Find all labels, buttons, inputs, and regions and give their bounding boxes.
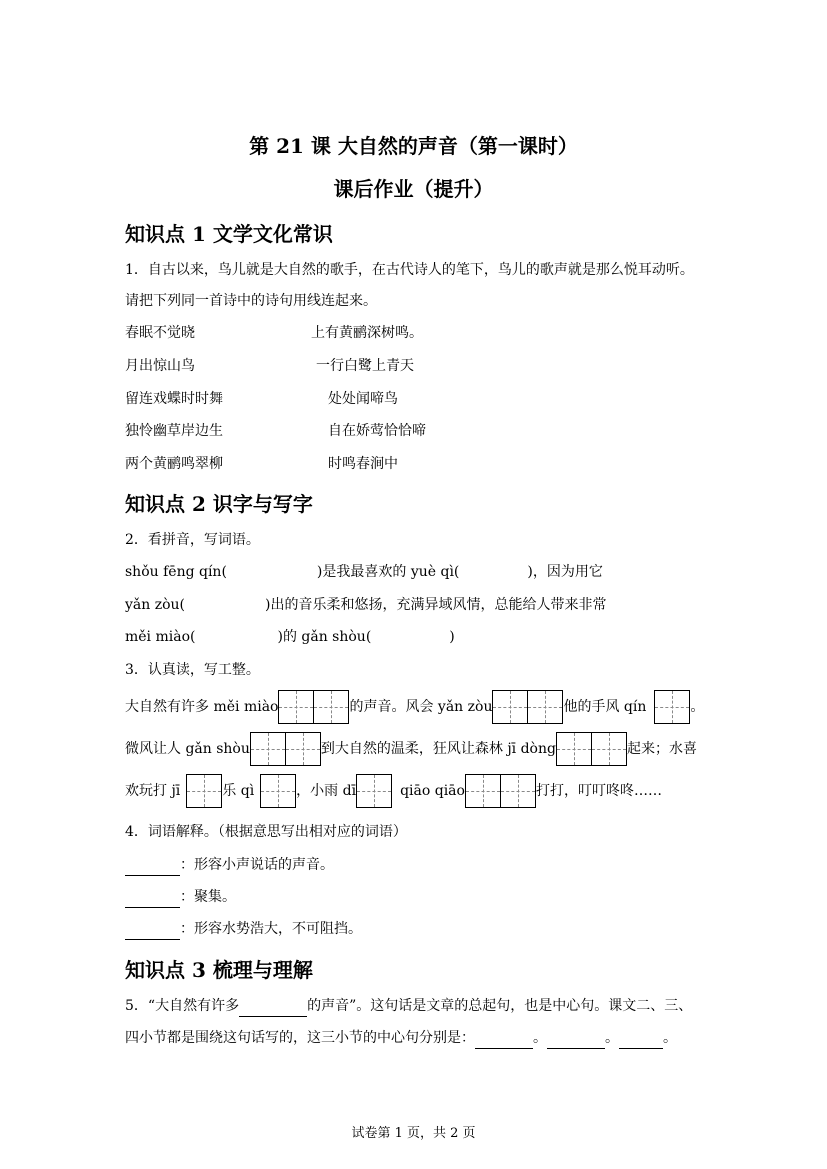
question-4-item-3	[125, 919, 362, 940]
pinyin-meimiao: měi miào(	[125, 629, 196, 645]
question-3-line-3	[125, 773, 662, 809]
poem-left-3: 留连戏蝶时时舞	[125, 391, 223, 407]
question-2-line-1	[125, 562, 603, 582]
text-segment: 乐 qì	[222, 783, 255, 799]
text-segment: )	[449, 629, 455, 645]
answer-blank[interactable]	[547, 1028, 605, 1049]
pinyin-shoufengqin: shǒu fēng qín(	[125, 564, 227, 580]
text-segment: 。	[663, 1030, 677, 1046]
writing-grid[interactable]	[591, 732, 627, 766]
definition-text: ：形容水势浩大，不可阻挡。	[180, 921, 362, 937]
poem-left-1: 春眠不觉晓	[125, 325, 195, 341]
pinyin-yanzou: yǎn zòu(	[125, 597, 186, 613]
writing-grid[interactable]	[527, 690, 563, 724]
question-3-line-2	[125, 731, 697, 767]
text-segment: qiāo qiāo	[400, 783, 465, 799]
question-4-item-2	[125, 887, 236, 908]
question-3-line-1	[125, 689, 704, 725]
poem-left-5: 两个黄鹂鸣翠柳	[125, 456, 223, 472]
question-4-title: 4．词语解释。（根据意思写出相对应的词语）	[125, 824, 407, 840]
writing-grid[interactable]	[465, 774, 501, 808]
definition-text: ：聚集。	[180, 889, 236, 905]
poem-right-3: 处处闻啼鸟	[328, 391, 398, 407]
writing-grid[interactable]	[260, 774, 296, 808]
text-segment: 他的手风 qín	[563, 699, 647, 715]
text-segment: 。	[533, 1030, 547, 1046]
answer-blank[interactable]	[125, 887, 180, 908]
text-segment: 欢玩打 jī	[125, 783, 181, 799]
question-2-line-3	[125, 627, 455, 647]
text-segment: 四小节都是围绕这句话写的，这三小节的中心句分别是：	[125, 1030, 475, 1046]
page-subtitle: 课后作业（提升）	[333, 177, 494, 201]
writing-grid[interactable]	[492, 690, 528, 724]
answer-blank[interactable]	[239, 996, 307, 1017]
text-segment: 。	[690, 699, 705, 715]
answer-blank[interactable]	[619, 1028, 663, 1049]
text-segment: 的声音”。这句话是文章的总起句，也是中心句。课文二、三、	[307, 998, 693, 1014]
writing-grid[interactable]	[654, 690, 690, 724]
poem-right-4: 自在娇莺恰恰啼	[328, 423, 426, 439]
text-segment: )，因为用它	[527, 564, 603, 580]
answer-blank[interactable]	[475, 1028, 533, 1049]
text-segment: )是我最喜欢的 yuè qì(	[316, 564, 460, 580]
writing-grid[interactable]	[356, 774, 392, 808]
poem-right-5: 时鸣春涧中	[328, 456, 398, 472]
writing-grid[interactable]	[500, 774, 536, 808]
question-2-title: 2．看拼音，写词语。	[125, 532, 260, 548]
writing-grid[interactable]	[250, 732, 286, 766]
definition-text: ：形容小声说话的声音。	[180, 857, 334, 873]
question-2-line-2	[125, 595, 606, 615]
page-title: 第 21 课 大自然的声音（第一课时）	[249, 134, 578, 158]
text-segment: 到大自然的温柔，狂风让森林 jī dòng	[320, 741, 556, 757]
writing-grid[interactable]	[278, 690, 314, 724]
question-4-item-1	[125, 855, 334, 876]
question-3-title: 3．认真读，写工整。	[125, 662, 260, 678]
text-segment: )的 gǎn shòu(	[277, 629, 372, 645]
poem-right-2: 一行白鹭上青天	[316, 358, 414, 374]
text-segment: 大自然有许多 měi miào	[125, 699, 279, 715]
page-footer: 试卷第 1 页，共 2 页	[351, 1126, 476, 1141]
text-segment: 的声音。风会 yǎn zòu	[349, 699, 493, 715]
question-5-line-1	[125, 996, 692, 1017]
text-segment: ，小雨 dī	[296, 783, 357, 799]
section-heading-1: 知识点 1 文学文化常识	[125, 222, 333, 246]
poem-left-2: 月出惊山鸟	[125, 358, 195, 374]
answer-blank[interactable]	[125, 855, 180, 876]
question-5-line-2	[125, 1028, 677, 1049]
text-segment: 微风让人 gǎn shòu	[125, 741, 250, 757]
question-1-instruction: 请把下列同一首诗中的诗句用线连起来。	[125, 293, 377, 309]
question-1-text: 1．自古以来，鸟儿就是大自然的歌手，在古代诗人的笔下，鸟儿的歌声就是那么悦耳动听。	[125, 262, 694, 278]
writing-grid[interactable]	[285, 732, 321, 766]
text-segment: 。	[605, 1030, 619, 1046]
answer-blank[interactable]	[125, 919, 180, 940]
writing-grid[interactable]	[313, 690, 349, 724]
text-segment: 打打，叮叮咚咚……	[535, 783, 662, 799]
text-segment: 起来；水喜	[626, 741, 697, 757]
section-heading-2: 知识点 2 识字与写字	[125, 492, 313, 516]
writing-grid[interactable]	[186, 774, 222, 808]
poem-right-1: 上有黄鹂深树鸣。	[311, 325, 423, 341]
writing-grid[interactable]	[556, 732, 592, 766]
text-segment: )出的音乐柔和悠扬，充满异域风情，总能给人带来非常	[265, 597, 607, 613]
poem-left-4: 独怜幽草岸边生	[125, 423, 223, 439]
text-segment: 5．“大自然有许多	[125, 998, 240, 1014]
section-heading-3: 知识点 3 梳理与理解	[125, 958, 313, 982]
